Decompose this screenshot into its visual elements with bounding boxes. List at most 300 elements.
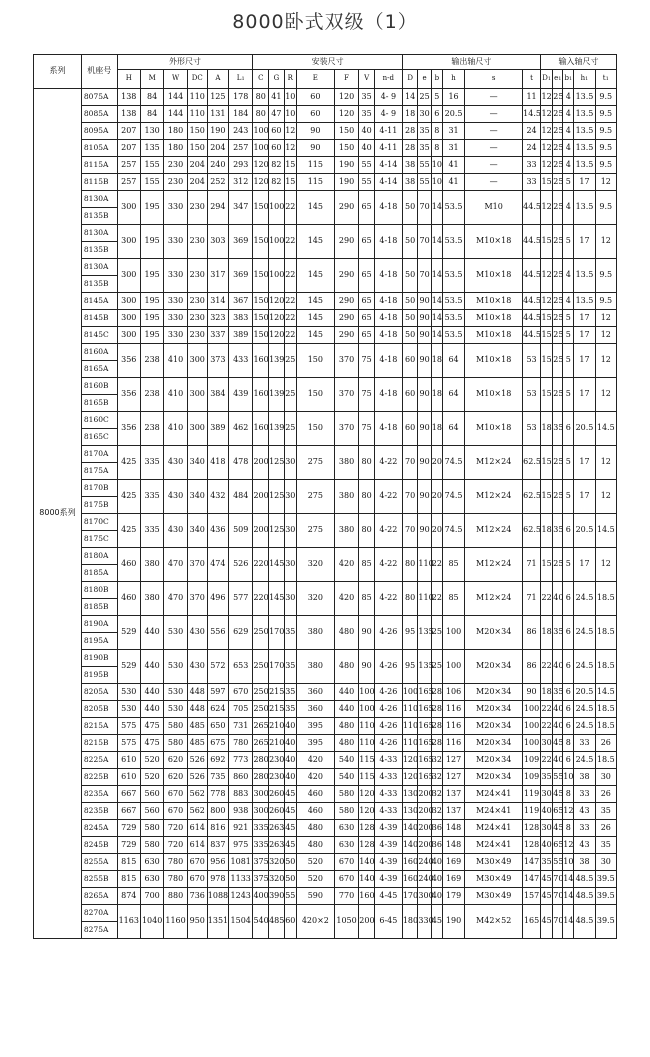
value-cell: 25 [553, 123, 563, 140]
value-cell: 15 [541, 327, 553, 344]
value-cell: 4-39 [374, 871, 402, 888]
value-cell: 874 [117, 888, 140, 905]
value-cell: 15 [541, 446, 553, 480]
value-cell: 10 [284, 106, 296, 123]
table-row [34, 412, 617, 429]
value-cell: 320 [296, 582, 334, 616]
value-cell: 4 [563, 293, 574, 310]
value-cell: 32 [431, 786, 442, 803]
value-cell: 44.5 [523, 293, 541, 310]
value-cell: 440 [140, 684, 163, 701]
value-cell: M10×18 [465, 378, 523, 412]
value-cell: 195 [140, 293, 163, 310]
value-cell: 25 [553, 140, 563, 157]
value-cell: 572 [207, 650, 228, 684]
column-header-label: H [125, 74, 132, 83]
value-cell: 356 [117, 344, 140, 378]
value-cell: 35 [418, 123, 431, 140]
value-cell: 120 [334, 89, 359, 106]
value-cell: 31 [442, 123, 464, 140]
value-cell: 125 [269, 480, 285, 514]
model-number: 8095A [81, 123, 117, 140]
value-cell: 6 [563, 514, 574, 548]
column-header [359, 70, 375, 89]
value-cell: 347 [228, 191, 253, 225]
value-cell: 100 [523, 718, 541, 735]
value-cell: 238 [140, 378, 163, 412]
value-cell: 4-22 [374, 514, 402, 548]
value-cell: 4 [563, 140, 574, 157]
value-cell: 1163 [117, 905, 140, 939]
value-cell: 614 [187, 820, 207, 837]
value-cell: 530 [117, 701, 140, 718]
value-cell: 100 [523, 735, 541, 752]
value-cell: 210 [269, 718, 285, 735]
value-cell: 24.5 [574, 752, 595, 769]
value-cell: 4-18 [374, 327, 402, 344]
value-cell: 720 [164, 837, 187, 854]
model-number: 8145B [81, 310, 117, 327]
value-cell: 115 [296, 157, 334, 174]
value-cell: 420 [334, 548, 359, 582]
value-cell: 400 [253, 888, 269, 905]
value-cell: 340 [187, 446, 207, 480]
value-cell: 60 [402, 344, 418, 378]
value-cell: 35 [553, 514, 563, 548]
value-cell: 620 [164, 752, 187, 769]
value-cell: M42×52 [465, 905, 523, 939]
value-cell: 40 [284, 752, 296, 769]
value-cell: 80 [359, 480, 375, 514]
column-header [595, 70, 616, 89]
value-cell: 425 [117, 480, 140, 514]
value-cell: 130 [402, 786, 418, 803]
value-cell: 12 [284, 140, 296, 157]
value-cell: 20.5 [574, 412, 595, 446]
value-cell: 165 [523, 905, 541, 939]
value-cell: 314 [207, 293, 228, 310]
value-cell: 44.5 [523, 310, 541, 327]
column-header-label: t [602, 74, 606, 83]
value-cell: 15 [541, 225, 553, 259]
value-cell: 115 [359, 769, 375, 786]
value-cell: 520 [296, 871, 334, 888]
value-cell: 22 [284, 310, 296, 327]
value-cell: 780 [228, 735, 253, 752]
model-number: 8190B [81, 650, 117, 667]
value-cell: 13.5 [574, 293, 595, 310]
value-cell: 5 [563, 344, 574, 378]
value-cell: 55 [284, 888, 296, 905]
value-cell: 35 [284, 701, 296, 718]
value-cell: 860 [228, 769, 253, 786]
value-cell: 4-18 [374, 310, 402, 327]
value-cell: 496 [207, 582, 228, 616]
table-row [34, 905, 617, 922]
model-number: 8180B [81, 582, 117, 599]
value-cell: 55 [418, 157, 431, 174]
model-number: 8145C [81, 327, 117, 344]
value-cell: 13.5 [574, 106, 595, 123]
value-cell: 165 [418, 752, 431, 769]
value-cell: 430 [164, 446, 187, 480]
model-number: 8175C [81, 531, 117, 548]
value-cell: 956 [207, 854, 228, 871]
value-cell: 60 [402, 378, 418, 412]
value-cell: 128 [359, 820, 375, 837]
value-cell: 35 [359, 106, 375, 123]
value-cell: 20.5 [442, 106, 464, 123]
value-cell: 119 [523, 803, 541, 820]
value-cell: 18 [541, 514, 553, 548]
value-cell: 130 [140, 123, 163, 140]
column-header-label: F [344, 74, 349, 83]
value-cell: 290 [334, 310, 359, 327]
value-cell: 18.5 [595, 650, 616, 684]
value-cell: 85 [442, 582, 464, 616]
value-cell: 509 [228, 514, 253, 548]
value-cell: 425 [117, 514, 140, 548]
value-cell: 100 [253, 140, 269, 157]
value-cell: 12 [541, 140, 553, 157]
value-cell: 160 [253, 378, 269, 412]
value-cell: 14.5 [523, 106, 541, 123]
value-cell: 60 [269, 123, 285, 140]
value-cell: 30 [541, 786, 553, 803]
value-cell: 8 [431, 140, 442, 157]
column-header [374, 70, 402, 89]
value-cell: 120 [253, 174, 269, 191]
value-cell: 90 [296, 123, 334, 140]
value-cell: 485 [187, 735, 207, 752]
value-cell: 670 [334, 871, 359, 888]
column-header-label: V [364, 74, 370, 83]
column-header [431, 70, 442, 89]
value-cell: 383 [228, 310, 253, 327]
value-cell: 90 [296, 140, 334, 157]
value-cell: 530 [164, 684, 187, 701]
column-header-label: D [407, 74, 413, 83]
column-header [553, 70, 563, 89]
value-cell: 230 [187, 293, 207, 310]
value-cell: 18.5 [595, 616, 616, 650]
column-header [442, 70, 464, 89]
value-cell: 155 [140, 157, 163, 174]
value-cell: 30 [541, 820, 553, 837]
value-cell: 70 [402, 480, 418, 514]
column-header-subscript: 1 [568, 76, 573, 83]
value-cell: 20.5 [574, 514, 595, 548]
value-cell: 15 [284, 157, 296, 174]
value-cell: 22 [284, 293, 296, 310]
value-cell: M12×24 [465, 514, 523, 548]
value-cell: 43 [574, 837, 595, 854]
value-cell: 65 [359, 259, 375, 293]
value-cell: 4-26 [374, 650, 402, 684]
value-cell: 17 [574, 480, 595, 514]
value-cell: 41 [442, 157, 464, 174]
value-cell: 110 [402, 735, 418, 752]
value-cell: 22 [541, 582, 553, 616]
model-number: 8215A [81, 718, 117, 735]
value-cell: 230 [164, 174, 187, 191]
model-number: 8115A [81, 157, 117, 174]
value-cell: 90 [418, 446, 431, 480]
value-cell: 8 [563, 735, 574, 752]
value-cell: 80 [359, 514, 375, 548]
value-cell: 290 [334, 225, 359, 259]
value-cell: 53.5 [442, 327, 464, 344]
value-cell: 140 [402, 820, 418, 837]
value-cell: 190 [334, 174, 359, 191]
column-header-label: n-d [382, 74, 395, 83]
value-cell: 33 [574, 786, 595, 803]
value-cell: 30 [284, 480, 296, 514]
value-cell: 25 [284, 412, 296, 446]
value-cell: 650 [207, 718, 228, 735]
value-cell: 120 [269, 293, 285, 310]
column-header-label: E [312, 74, 318, 83]
value-cell: 257 [117, 174, 140, 191]
value-cell: 40 [553, 650, 563, 684]
value-cell: 17 [574, 327, 595, 344]
value-cell: 18.5 [595, 752, 616, 769]
value-cell: 33 [523, 157, 541, 174]
value-cell: 480 [334, 718, 359, 735]
value-cell: 44.5 [523, 327, 541, 344]
value-cell: 45 [284, 786, 296, 803]
value-cell: 13.5 [574, 191, 595, 225]
value-cell: 978 [207, 871, 228, 888]
table-row [34, 650, 617, 667]
value-cell: 70 [418, 259, 431, 293]
value-cell: 50 [402, 191, 418, 225]
value-cell: 320 [269, 871, 285, 888]
column-header [187, 70, 207, 89]
value-cell: 257 [228, 140, 253, 157]
column-header [284, 70, 296, 89]
table-row [34, 378, 617, 395]
value-cell: 25 [418, 89, 431, 106]
value-cell: 337 [207, 327, 228, 344]
value-cell: 25 [553, 157, 563, 174]
value-cell: 335 [140, 480, 163, 514]
value-cell: 12 [541, 123, 553, 140]
value-cell: 70 [553, 871, 563, 888]
model-number: 8195B [81, 667, 117, 684]
value-cell: 580 [164, 718, 187, 735]
value-cell: 25 [553, 480, 563, 514]
value-cell: 675 [207, 735, 228, 752]
value-cell: 330 [164, 310, 187, 327]
value-cell: 670 [334, 854, 359, 871]
value-cell: 22 [431, 548, 442, 582]
model-number: 8135B [81, 242, 117, 259]
value-cell: 12 [595, 225, 616, 259]
value-cell: 25 [431, 650, 442, 684]
value-cell: 370 [334, 344, 359, 378]
value-cell: 135 [140, 140, 163, 157]
column-header [523, 70, 541, 89]
value-cell: 82 [269, 174, 285, 191]
value-cell: 303 [207, 225, 228, 259]
value-cell: 195 [140, 259, 163, 293]
value-cell: 17 [574, 378, 595, 412]
value-cell: 44.5 [523, 259, 541, 293]
value-cell: 22 [541, 701, 553, 718]
value-cell: 480 [334, 735, 359, 752]
table-row [34, 480, 617, 497]
value-cell: 526 [187, 769, 207, 786]
value-cell: 120 [269, 310, 285, 327]
value-cell: 30 [284, 514, 296, 548]
value-cell: 120 [359, 786, 375, 803]
value-cell: 116 [442, 701, 464, 718]
value-cell: 380 [296, 616, 334, 650]
value-cell: M10×18 [465, 412, 523, 446]
value-cell: 18.5 [595, 718, 616, 735]
value-cell: 120 [269, 327, 285, 344]
value-cell: 4-26 [374, 735, 402, 752]
value-cell: 240 [207, 157, 228, 174]
value-cell: 770 [334, 888, 359, 905]
value-cell: 82 [269, 157, 285, 174]
value-cell: 150 [253, 293, 269, 310]
value-cell: M30×49 [465, 888, 523, 905]
value-cell: 290 [334, 191, 359, 225]
value-cell: 6-45 [374, 905, 402, 939]
value-cell: 1088 [207, 888, 228, 905]
value-cell: 4-14 [374, 157, 402, 174]
value-cell: — [465, 89, 523, 106]
value-cell: 50 [284, 871, 296, 888]
value-cell: 360 [296, 684, 334, 701]
value-cell: 290 [334, 259, 359, 293]
value-cell: 375 [253, 854, 269, 871]
value-cell: 380 [296, 650, 334, 684]
value-cell: 85 [359, 548, 375, 582]
value-cell: 1351 [207, 905, 228, 939]
value-cell: 230 [187, 191, 207, 225]
value-cell: 25 [553, 446, 563, 480]
value-cell: 5 [563, 225, 574, 259]
value-cell: 150 [296, 412, 334, 446]
value-cell: 178 [228, 89, 253, 106]
table-row [34, 820, 617, 837]
value-cell: 53.5 [442, 191, 464, 225]
value-cell: 150 [334, 140, 359, 157]
value-cell: 815 [117, 854, 140, 871]
value-cell: 6 [563, 752, 574, 769]
value-cell: 14.5 [595, 684, 616, 701]
value-cell: 5 [563, 480, 574, 514]
model-number: 8180A [81, 548, 117, 565]
value-cell: 70 [418, 191, 431, 225]
value-cell: 230 [164, 157, 187, 174]
model-number: 8255A [81, 854, 117, 871]
value-cell: 370 [187, 548, 207, 582]
model-number: 8175B [81, 497, 117, 514]
value-cell: 670 [228, 684, 253, 701]
value-cell: 9.5 [595, 140, 616, 157]
value-cell: 75 [359, 412, 375, 446]
value-cell: M20×34 [465, 616, 523, 650]
value-cell: 160 [359, 888, 375, 905]
value-cell: 4 [563, 123, 574, 140]
value-cell: 4-22 [374, 582, 402, 616]
value-cell: 148 [442, 820, 464, 837]
value-cell: 116 [442, 718, 464, 735]
value-cell: M24×41 [465, 837, 523, 854]
model-number: 8165B [81, 395, 117, 412]
column-header-label: G [273, 74, 280, 83]
value-cell: 816 [207, 820, 228, 837]
value-cell: 18.5 [595, 701, 616, 718]
value-cell: 22 [541, 752, 553, 769]
value-cell: 65 [359, 310, 375, 327]
value-cell: 204 [187, 174, 207, 191]
value-cell: 800 [207, 803, 228, 820]
value-cell: 50 [284, 854, 296, 871]
value-cell: 100 [402, 684, 418, 701]
value-cell: 526 [187, 752, 207, 769]
value-cell: 440 [140, 650, 163, 684]
value-cell: 263 [269, 820, 285, 837]
page-title: 8000卧式双级（1） [232, 11, 418, 33]
value-cell: 4-22 [374, 548, 402, 582]
value-cell: 184 [228, 106, 253, 123]
value-cell: 45 [553, 820, 563, 837]
value-cell: 883 [228, 786, 253, 803]
value-cell: 590 [296, 888, 334, 905]
header-series: 系列 [34, 55, 82, 89]
value-cell: 139 [269, 344, 285, 378]
value-cell: 165 [418, 701, 431, 718]
value-cell: 580 [334, 803, 359, 820]
value-cell: 300 [253, 803, 269, 820]
value-cell: 380 [334, 480, 359, 514]
value-cell: 729 [117, 820, 140, 837]
value-cell: 35 [284, 616, 296, 650]
value-cell: M10×18 [465, 259, 523, 293]
value-cell: 630 [140, 871, 163, 888]
value-cell: 179 [442, 888, 464, 905]
value-cell: 6 [563, 650, 574, 684]
value-cell: 14 [563, 888, 574, 905]
value-cell: 150 [253, 310, 269, 327]
value-cell: 24 [523, 123, 541, 140]
value-cell: 370 [334, 378, 359, 412]
value-cell: 330 [164, 225, 187, 259]
value-cell: 4-14 [374, 174, 402, 191]
value-cell: 478 [228, 446, 253, 480]
value-cell: 335 [140, 446, 163, 480]
value-cell: 86 [523, 616, 541, 650]
value-cell: 44.5 [523, 225, 541, 259]
value-cell: 170 [269, 616, 285, 650]
value-cell: 200 [253, 446, 269, 480]
value-cell: 33 [574, 820, 595, 837]
value-cell: 25 [284, 344, 296, 378]
value-cell: 330 [418, 905, 431, 939]
value-cell: 475 [140, 735, 163, 752]
value-cell: 815 [117, 871, 140, 888]
value-cell: 12 [595, 480, 616, 514]
value-cell: 448 [187, 684, 207, 701]
value-cell: 84 [140, 89, 163, 106]
value-cell: 135 [418, 650, 431, 684]
table-row [34, 718, 617, 735]
